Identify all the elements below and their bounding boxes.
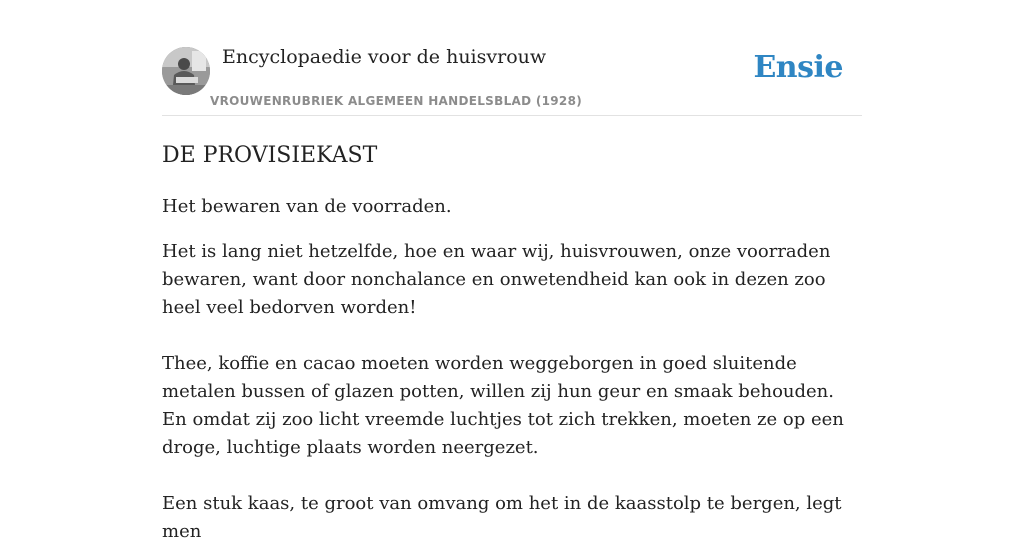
page-container <box>162 0 862 546</box>
avatar-photo <box>162 47 210 95</box>
article-title: DE PROVISIEKAST <box>162 143 378 168</box>
site-title[interactable]: Encyclopaedie voor de huisvrouw <box>222 46 547 68</box>
article-body: Het is lang niet hetzelfde, hoe en waar wij, huisvrouwen, onze voorraden bewaren, want door nonchalance en onwetendheid kan ook in dezen zoo heel veel bedorven worden! Thee, koffie en cacao moeten worden weggeborgen in goed sluitende metalen bussen of glazen potten, willen zij hun geur en smaak behouden. En omdat zij zoo licht vreemde luchtjes tot zich trekken, moeten ze op een droge, luchtige plaats worden neergezet. Een stuk kaas, te groot van omvang om het in de kaasstolp te bergen, legt men <box>162 241 844 542</box>
site-subtitle: VROUWENRUBRIEK ALGEMEEN HANDELSBLAD (1928) <box>210 94 583 108</box>
article-lead: Het bewaren van de voorraden. <box>162 196 452 217</box>
author-avatar[interactable] <box>162 47 210 95</box>
brand-logo[interactable]: Ensie <box>753 50 843 85</box>
article <box>162 116 862 546</box>
site-header <box>162 0 862 116</box>
